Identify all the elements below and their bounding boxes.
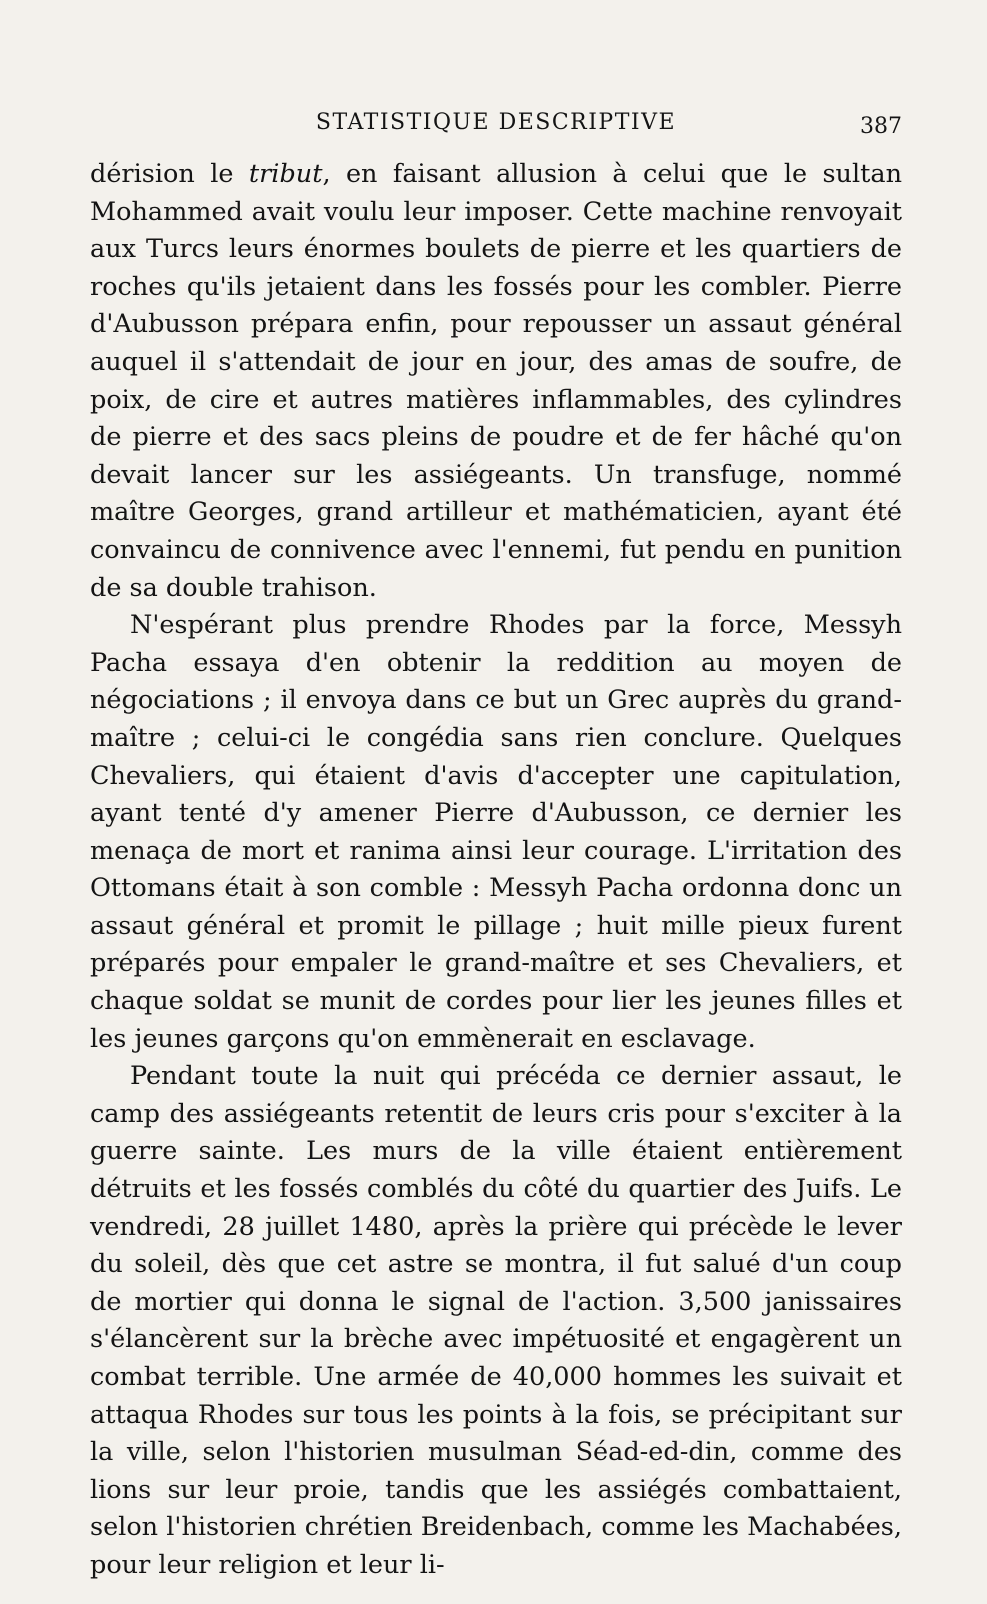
paragraph-1 [90, 156, 902, 607]
italic-term: tribut [248, 159, 323, 189]
running-head [90, 110, 902, 144]
paragraph-2: N'espérant plus prendre Rhodes par la force, Messyh Pacha essaya d'en obtenir la reddition au moyen de négociations ; il envoya dans ce but un Grec auprès du grand-maître ; celui-ci le congédia sans rien conclure. Quelques Chevaliers, qui étaient d'avis d'accepter une capitulation, ayant tenté d'y amener Pierre d'Aubusson, ce dernier les menaça de mort et ranima ainsi leur courage. L'irritation des Ottomans était à son comble : Messyh Pacha ordonna donc un assaut général et promit le pillage ; huit mille pieux furent préparés pour empaler le grand-maître et ses Chevaliers, et chaque soldat se munit de cordes pour lier les jeunes filles et les jeunes garçons qu'on emmènerait en esclavage. [90, 610, 902, 1054]
body-text [90, 156, 902, 1585]
paragraph-1-start: dérision le [90, 159, 249, 189]
book-page [90, 110, 902, 1585]
page-number: 387 [860, 114, 902, 139]
paragraph-1-rest: , en faisant allusion à celui que le sultan Mohammed avait voulu leur imposer. Cette machine renvoyait aux Turcs leurs énormes boulets de pierre et les quartiers de roches qu'ils jetaient dans les fossés pour les combler. Pierre d'Aubusson prépara enfin, pour repousser un assaut général auquel il s'attendait de jour en jour, des amas de soufre, de poix, de cire et autres matières inflammables, des cylindres de pierre et des sacs pleins de poudre et de fer hâché qu'on devait lancer sur les assiégeants. Un transfuge, nommé maître Georges, grand artilleur et mathématicien, ayant été convaincu de connivence avec l'ennemi, fut pendu en punition de sa double trahison. [90, 159, 903, 603]
running-title: STATISTIQUE DESCRIPTIVE [315, 110, 677, 135]
paragraph-3: Pendant toute la nuit qui précéda ce dernier assaut, le camp des assiégeants retentit de leurs cris pour s'exciter à la guerre sainte. Les murs de la ville étaient entièrement détruits et les fossés comblés du côté du quartier des Juifs. Le vendredi, 28 juillet 1480, après la prière qui précède le lever du soleil, dès que cet astre se montra, il fut salué d'un coup de mortier qui donna le signal de l'action. 3,500 janissaires s'élancèrent sur la brèche avec impétuosité et engagèrent un combat terrible. Une armée de 40,000 hommes les suivait et attaqua Rhodes sur tous les points à la fois, se précipitant sur la ville, selon l'historien musulman Séad-ed-din, comme des lions sur leur proie, tandis que les assiégés combattaient, selon l'historien chrétien Breidenbach, comme les Machabées, pour leur religion et leur li- [90, 1061, 902, 1580]
